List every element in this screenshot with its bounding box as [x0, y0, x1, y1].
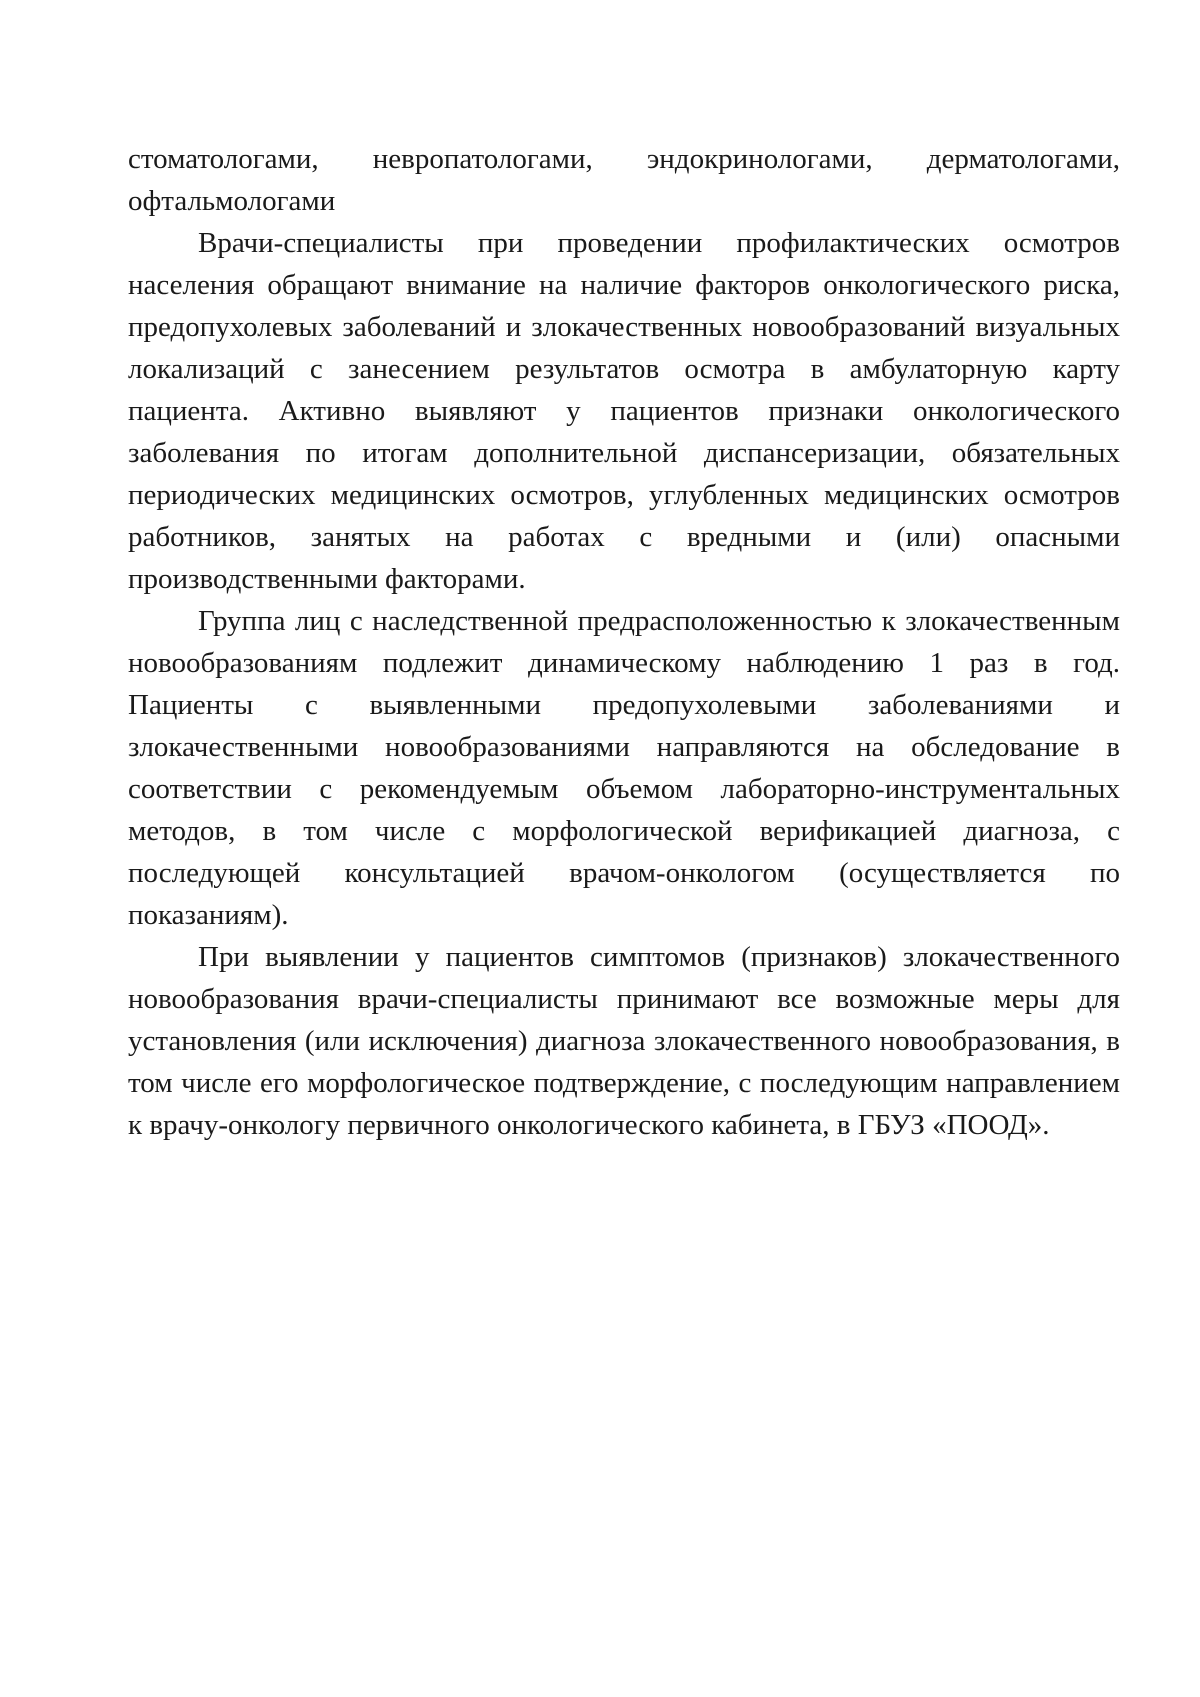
paragraph-preventive-exams: Врачи-специалисты при проведении профилактических осмотров населения обращают внимание на наличие факторов онкологического риска, предопухолевых заболеваний и злокачественных новообразований визуальных локализаций с занесением результатов осмотра в амбулаторную карту пациента. Активно выявляют у пациентов признаки онкологического заболевания по итогам дополнительной диспансеризации, обязательных периодических медицинских осмотров, углубленных медицинских осмотров работников, занятых на работах с вредными и (или) опасными производственными факторами.: [128, 227, 1120, 595]
paragraph-symptom-detection: При выявлении у пациентов симптомов (признаков) злокачественного новообразования врачи-специалисты принимают все возможные меры для установления (или исключения) диагноза злокачественного новообразования, в том числе его морфологическое подтверждение, с последующим направлением к врачу-онкологу первичного онкологического кабинета, в ГБУЗ «ПООД».: [128, 941, 1120, 1141]
paragraph-specialists-list: стоматологами, невропатологами, эндокринологами, дерматологами, офтальмологами: [128, 143, 1120, 217]
document-body: [128, 138, 1120, 1146]
paragraph-hereditary-group: Группа лиц с наследственной предрасположенностью к злокачественным новообразованиям подлежит динамическому наблюдению 1 раз в год. Пациенты с выявленными предопухолевыми заболеваниями и злокачественными новообразованиями направляются на обследование в соответствии с рекомендуемым объемом лабораторно-инструментальных методов, в том числе с морфологической верификацией диагноза, с последующей консультацией врачом-онкологом (осуществляется по показаниям).: [128, 605, 1120, 931]
